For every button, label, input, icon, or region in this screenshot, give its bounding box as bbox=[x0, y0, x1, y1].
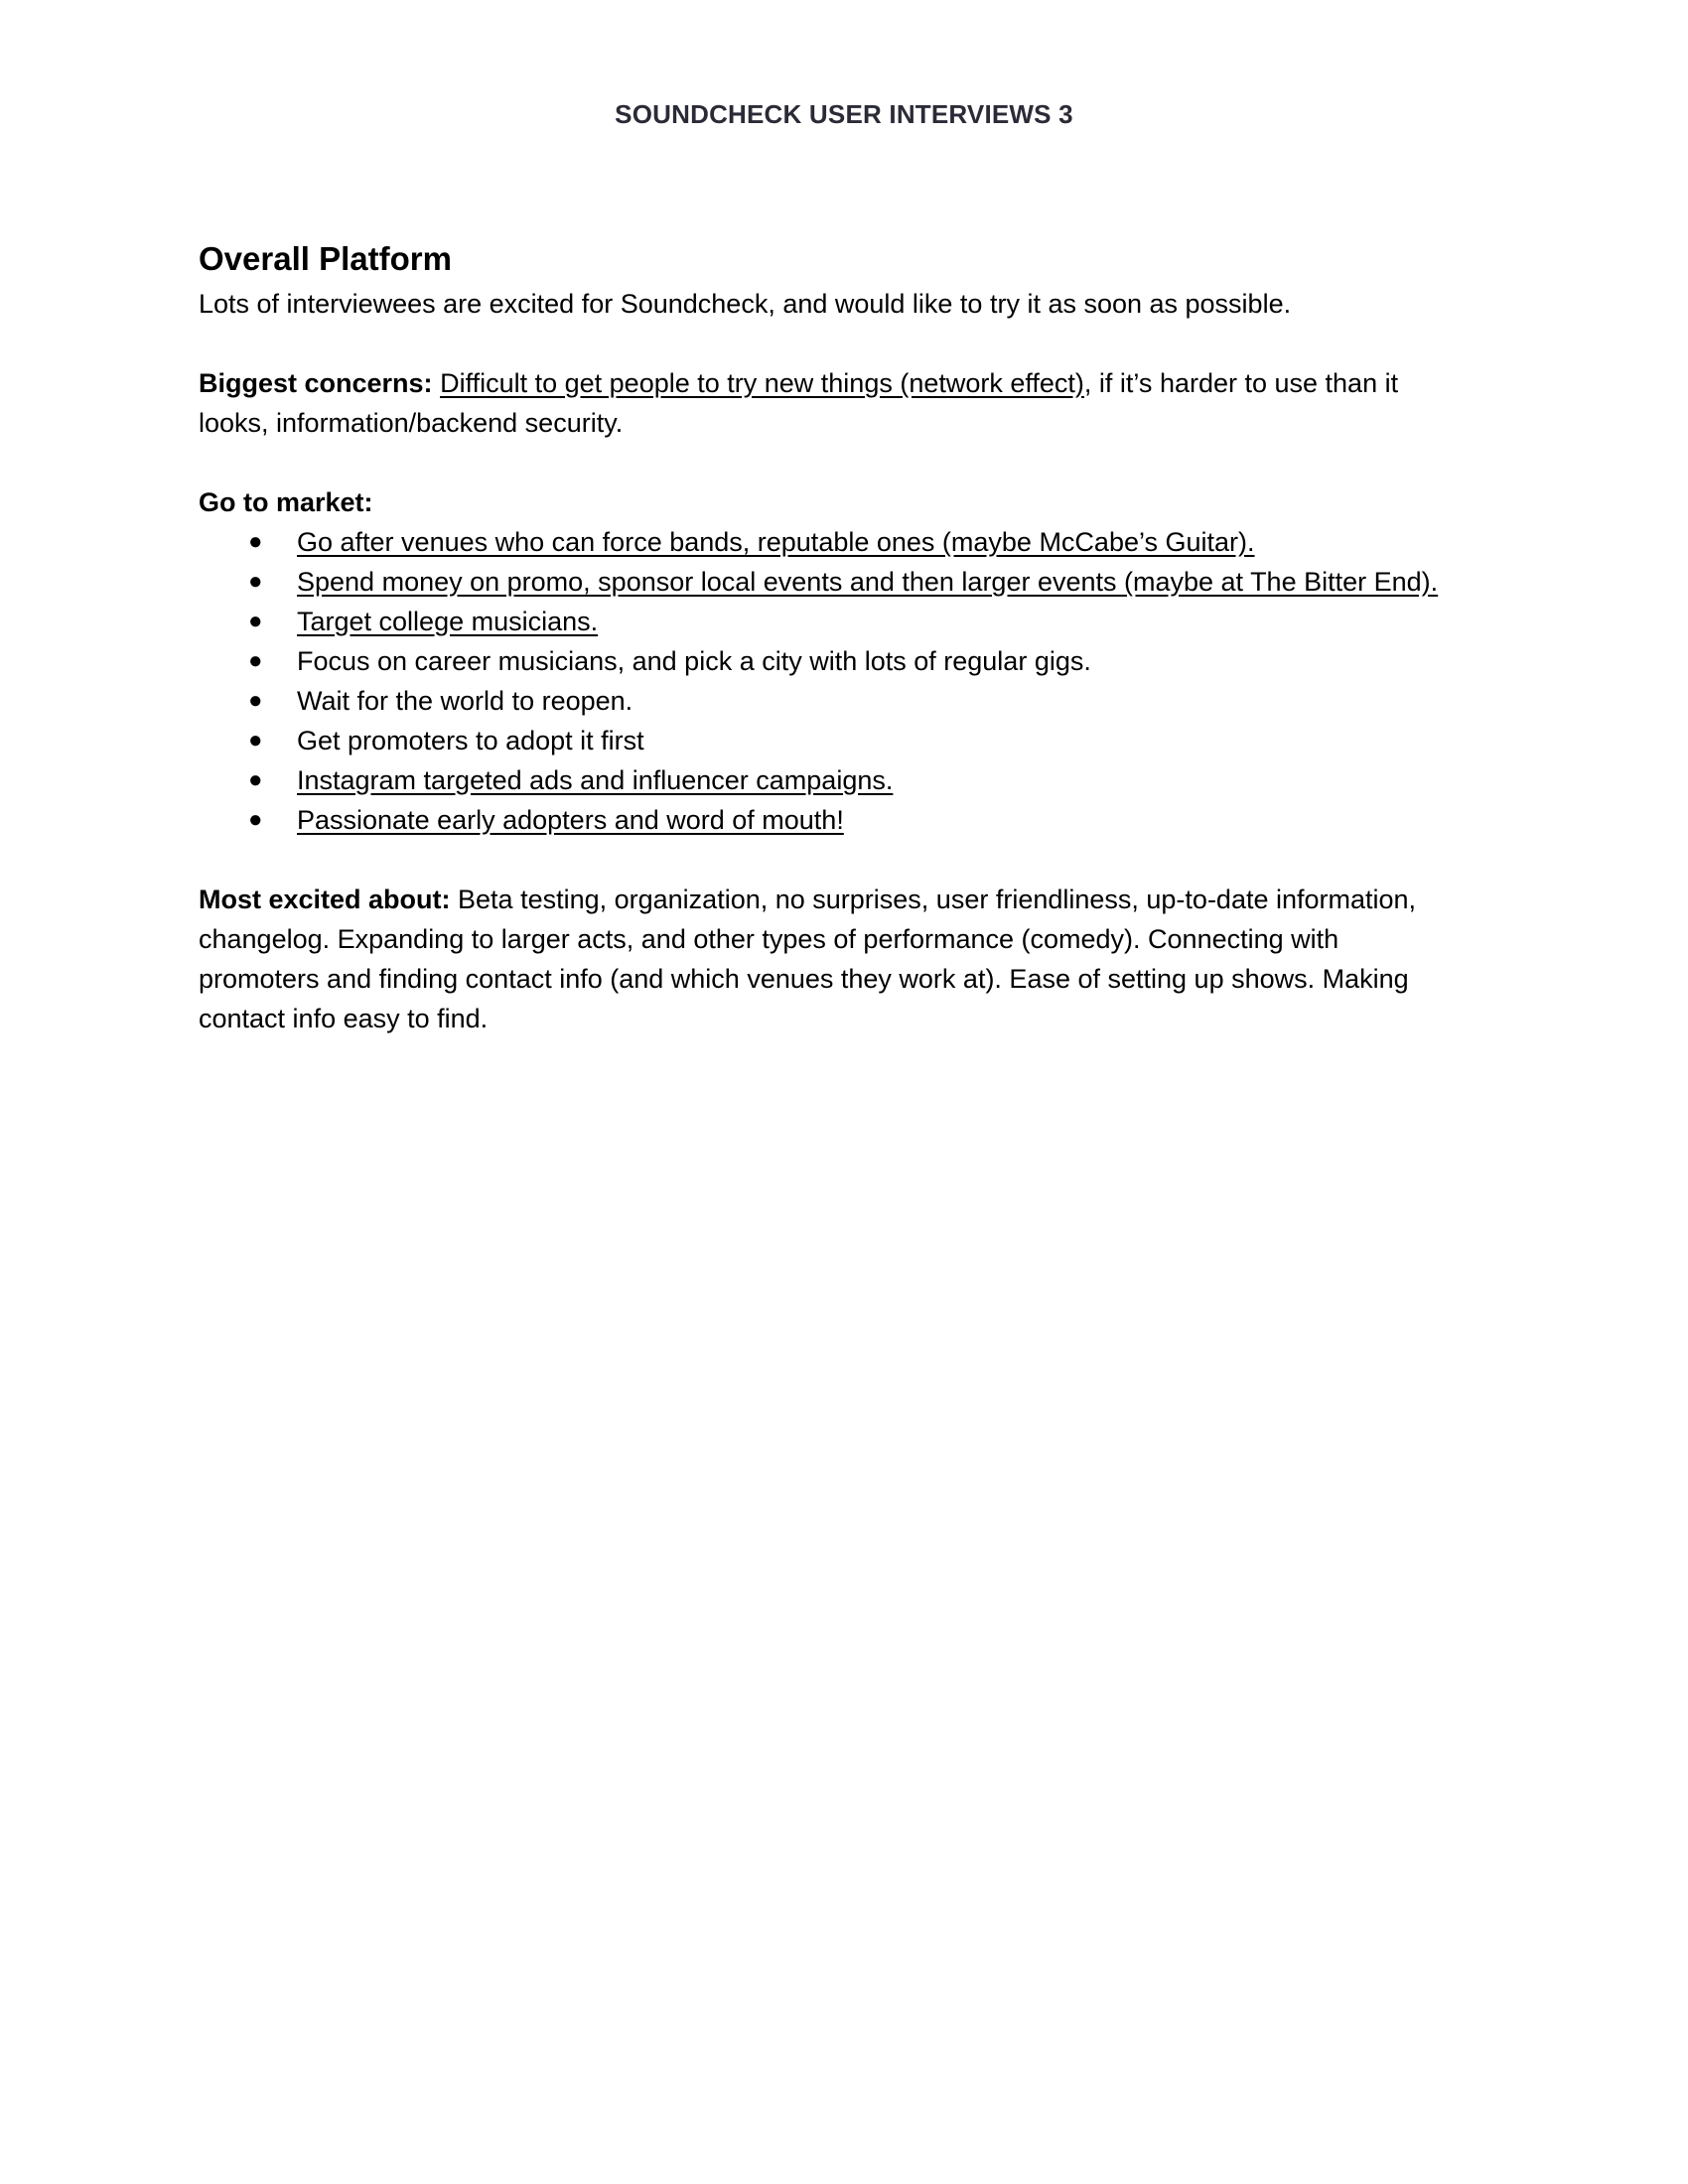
spacer bbox=[199, 840, 1489, 880]
bullet-icon: ● bbox=[248, 647, 263, 674]
biggest-concerns-label: Biggest concerns: bbox=[199, 368, 433, 398]
list-item bbox=[199, 522, 1489, 562]
biggest-concerns-paragraph bbox=[199, 363, 1489, 443]
spacer bbox=[199, 443, 1489, 482]
list-item bbox=[199, 681, 1489, 721]
spacer bbox=[199, 324, 1489, 363]
most-excited-paragraph bbox=[199, 880, 1489, 1038]
bullet-icon: ● bbox=[248, 568, 263, 595]
bullet-icon: ● bbox=[248, 687, 263, 714]
bullet-icon: ● bbox=[248, 528, 263, 555]
most-excited-text-line: contact info easy to find. bbox=[199, 1004, 489, 1033]
most-excited-text-line: Beta testing, organization, no surprises, user friendliness, up-to-date information, bbox=[450, 885, 1417, 914]
list-item-text: Spend money on promo, sponsor local events and then larger events (maybe at The Bitter End). bbox=[297, 567, 1439, 597]
list-item bbox=[199, 562, 1489, 602]
section-heading-overall-platform: Overall Platform bbox=[199, 240, 452, 277]
go-to-market-list bbox=[199, 522, 1489, 840]
list-item-text: Focus on career musicians, and pick a city with lots of regular gigs. bbox=[297, 646, 1091, 676]
list-item bbox=[199, 602, 1489, 641]
list-item bbox=[199, 800, 1489, 840]
document-title: SOUNDCHECK USER INTERVIEWS 3 bbox=[615, 99, 1073, 129]
most-excited-label: Most excited about: bbox=[199, 885, 451, 914]
list-item-text: Go after venues who can force bands, reputable ones (maybe McCabe’s Guitar). bbox=[297, 527, 1255, 557]
overall-platform-intro: Lots of interviewees are excited for Soundcheck, and would like to try it as soon as possible. bbox=[199, 289, 1292, 319]
list-item-text: Wait for the world to reopen. bbox=[297, 686, 633, 716]
list-item-text: Passionate early adopters and word of mouth! bbox=[297, 805, 844, 835]
go-to-market-label: Go to market: bbox=[199, 487, 373, 517]
biggest-concerns-underlined-text: Difficult to get people to try new things (network effect) bbox=[440, 368, 1084, 398]
list-item-text: Get promoters to adopt it first bbox=[297, 726, 644, 755]
bullet-icon: ● bbox=[248, 806, 263, 833]
list-item bbox=[199, 641, 1489, 681]
most-excited-text-line: changelog. Expanding to larger acts, and other types of performance (comedy). Connecting with bbox=[199, 924, 1339, 954]
document-body bbox=[199, 234, 1489, 1038]
bullet-icon: ● bbox=[248, 766, 263, 793]
most-excited-text-line: promoters and finding contact info (and which venues they work at). Ease of setting up shows. Making bbox=[199, 964, 1409, 994]
list-item bbox=[199, 760, 1489, 800]
list-item-text: Target college musicians. bbox=[297, 607, 599, 636]
biggest-concerns-text-continued: looks, information/backend security. bbox=[199, 408, 624, 438]
biggest-concerns-text: , if it’s harder to use than it bbox=[1083, 368, 1399, 398]
bullet-icon: ● bbox=[248, 608, 263, 634]
list-item bbox=[199, 721, 1489, 760]
list-item-text: Instagram targeted ads and influencer campaigns. bbox=[297, 765, 894, 795]
bullet-icon: ● bbox=[248, 727, 263, 753]
